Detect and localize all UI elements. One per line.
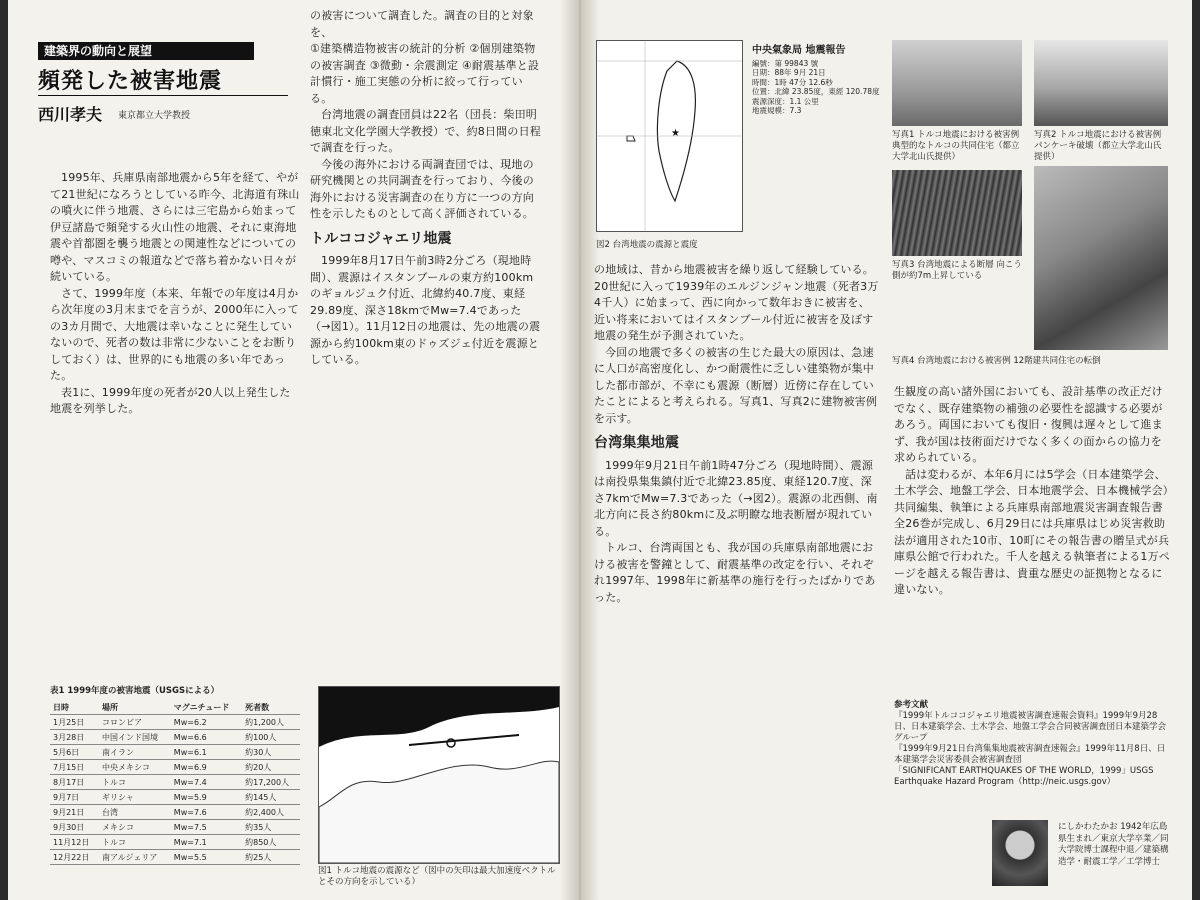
photo4-caption: 写真4 台湾地震における被害例 12階建共同住宅の転倒	[892, 356, 1101, 366]
paragraph: さて、1999年度（本来、年報での年度は4月から次年度の3月末までを言うが、2000年に入っての3カ月間で、大地震は幸いなことに発生していないので、死者の数は非常に少ないことをお断りしておく）は、世界的にも地震の多い年であった。	[50, 286, 299, 382]
table-header: 日時	[50, 700, 99, 715]
table-row: 7月15日 中央メキシコ Mw=6.9 約20人	[50, 760, 300, 775]
column-1	[50, 170, 300, 418]
eq-report-line: 編號：第 99843 號	[752, 58, 819, 68]
references-title: 参考文献	[894, 700, 929, 710]
table1	[50, 700, 300, 865]
reference-item: 「SIGNIFICANT EARTHQUAKES OF THE WORLD，1999」USGS Earthquake Hazard Program（http://neic.usgs.gov）	[894, 766, 1154, 787]
paragraph: 1995年、兵庫県南部地震から5年を経て、やがて21世紀になろうとしている昨今、北海道有珠山の噴火に伴う地震、さらには三宅島から始まって伊豆諸島で頻発する火山性の地震、それに東海地震や首都圏を襲う地震との関連性などについての噂や、マスコミの報道などで落ち着かない日々が続いている。	[50, 171, 300, 283]
table-header: 死者数	[242, 700, 300, 715]
paragraph: 生観度の高い諸外国においても、設計基準の改正だけでなく、既存建築物の補強の必要性を認識する必要があろう。両国においても復旧・復興は遅々として進まず、我が国は技術面だけでなく多くの面からの協力を求められている。	[894, 385, 1163, 464]
svg-text:★: ★	[671, 128, 680, 139]
author-name: 西川孝夫	[38, 105, 103, 124]
table-row: 9月7日 ギリシャ Mw=5.9 約145人	[50, 790, 300, 805]
paragraph: の被害について調査した。調査の目的と対象を、	[310, 9, 534, 39]
article-title: 頻発した被害地震	[38, 69, 223, 94]
paragraph: の地域は、昔から地震被害を繰り返して経験している。20世紀に入って1939年のエルジンジャン地震（死者3万4千人）に始まって、西に向かって数年おきに被害を、近い将来においてはイスタンブール付近に被害を及ぼす地震の発生が予測されていた。	[594, 263, 879, 342]
paragraph: 表1に、1999年度の死者が20人以上発生した地震を列挙した。	[50, 385, 291, 415]
table-row: 9月30日 メキシコ Mw=7.5 約35人	[50, 820, 300, 835]
references	[894, 700, 1170, 788]
table-row: 1月25日 コロンビア Mw=6.2 約1,200人	[50, 715, 300, 730]
paragraph: 1999年9月21日午前1時47分ごろ（現地時間）、震源は南投県集集鎮付近で北緯23.85度、東経120.7度、深さ7kmでMw=7.3であった（→図2）。震源の北西側、南北方向に長さ約80kmに及ぶ明瞭な地表断層が現れている。	[594, 458, 878, 538]
figure2-map	[596, 40, 743, 232]
table-header: 場所	[99, 700, 171, 715]
photo1-caption: 写真1 トルコ地震における被害例 典型的なトルコの共同住宅（都立大学北山氏提供）	[892, 130, 1020, 162]
figure1-map	[318, 686, 560, 864]
section-label: 建築界の動向と展望	[38, 42, 254, 60]
paragraph: 今回の地震で多くの被害の生じた最大の原因は、急速に人口が高密度化し、かつ耐震性に乏しい建築物が集中した都市部が、不幸にも震源（断層）近傍に存在していたことによると考えられる。写真1、写真2に建物被害例を示す。	[594, 345, 878, 425]
turkey-map-svg	[319, 687, 559, 863]
photo2	[1034, 40, 1168, 126]
figure1-caption: 図1 トルコ地震の震源など（図中の矢印は最大加速度ベクトルとその方向を示している）	[318, 866, 556, 887]
table-row: 9月21日 台湾 Mw=7.6 約2,400人	[50, 805, 300, 820]
table-header: マグニチュード	[171, 700, 242, 715]
column-3	[594, 262, 880, 606]
eq-report-title: 中央氣象局 地震報告	[752, 45, 846, 56]
paragraph: ①建築構造物被害の統計的分析 ②個別建築物の被害調査 ③微動・余震測定 ④耐震基準と設計慣行・施工実態の分析に絞って行っている。	[310, 42, 540, 105]
table-row: 3月28日 中国インド国境 Mw=6.6 約100人	[50, 730, 300, 745]
photo3-caption: 写真3 台湾地震による断層 向こう側が約7m上昇している	[892, 260, 1022, 281]
paragraph: 今後の海外における両調査団では、現地の研究機関との共同調査を行っており、今後の海外における災害調査の在り方に一つの方向性を示したものとして高く評価されている。	[310, 157, 534, 220]
heading-turkey: トルココジャエリ地震	[310, 230, 452, 247]
author-affiliation: 東京都立大学教授	[118, 111, 191, 121]
figure2-caption: 図2 台湾地震の震源と震度	[596, 240, 698, 250]
eq-report-line: 震源深度：1.1 公里	[752, 96, 819, 106]
table-row: 12月22日 南アルジェリア Mw=5.5 約25人	[50, 850, 300, 865]
photo3	[892, 170, 1022, 256]
eq-report-line: 時間：1時 47分 12.6秒	[752, 77, 833, 87]
photo2-caption: 写真2 トルコ地震における被害例 パンケーキ破壊（都立大学北山氏提供）	[1034, 130, 1162, 162]
author-photo	[992, 820, 1048, 886]
author-bio: にしかわたかお 1942年広島県生まれ／東京大学卒業／同大学院博士課程中退／建築構造学・耐震工学／工学博士	[1058, 822, 1169, 867]
eq-report-line: 日期：88年 9月 21日	[752, 68, 826, 77]
column-2	[310, 8, 542, 369]
table1-caption: 表1 1999年度の被害地震（USGSによる）	[50, 686, 220, 696]
table-row: 8月17日 トルコ Mw=7.4 約17,200人	[50, 775, 300, 790]
taiwan-map-svg	[597, 41, 742, 231]
eq-report-line: 地震規模：7.3	[752, 106, 802, 115]
reference-item: 『1999年9月21日台湾集集地震被害調査速報会』1999年11月8日、日本建築学会災害委員会被害調査団	[894, 744, 1166, 765]
eq-report-line: 位置：北緯 23.85度，東經 120.78度	[752, 87, 880, 96]
eq-report	[752, 46, 902, 116]
photo4	[1034, 166, 1168, 350]
paragraph: 話は変わるが、本年6月には5学会（日本建築学会、土木学会、地盤工学会、日本地震学会、日本機械学会）共同編集、執筆による兵庫県南部地震災害調査報告書全26巻が完成し、6月29日には兵庫県はじめ災害救助法が適用された10市、10町にその報告書の贈呈式が兵庫県公館で行われた。千人を越える執筆者による1万ページを越える報告書は、貴重な歴史の証拠物となるに違いない。	[894, 467, 1170, 596]
paragraph: トルコ、台湾両国とも、我が国の兵庫県南部地震における被害を警鐘として、耐震基準の改定を行い、それぞれ1997年、1998年に新基準の施行を行ったばかりであった。	[594, 541, 876, 604]
column-4	[894, 384, 1170, 599]
photo1	[892, 40, 1022, 126]
table-row: 11月12日 トルコ Mw=7.1 約850人	[50, 835, 300, 850]
paragraph: 1999年8月17日午前3時2分ごろ（現地時間）、震源はイスタンブールの東方約100kmのギョルジュク付近、北緯約40.7度、東経29.89度、深さ18kmでMw=7.4であった（→図1）。11月12日の地震は、先の地震の震源から約100km東のドゥズジェ付近を震源としている。	[310, 254, 541, 366]
reference-item: 『1999年トルココジャエリ地震被害調査速報会資料』1999年9月28日、日本建築学会、土木学会、地盤工学会合同被害調査団日本建築学会グループ	[894, 711, 1167, 743]
paragraph: 台湾地震の調査団員は22名（団長：柴田明徳東北文化学園大学教授）で、約8日間の日程で調査を行った。	[310, 108, 541, 154]
table-row: 5月6日 南イラン Mw=6.1 約30人	[50, 745, 300, 760]
title-rule	[38, 95, 288, 96]
heading-taiwan: 台湾集集地震	[594, 435, 680, 451]
